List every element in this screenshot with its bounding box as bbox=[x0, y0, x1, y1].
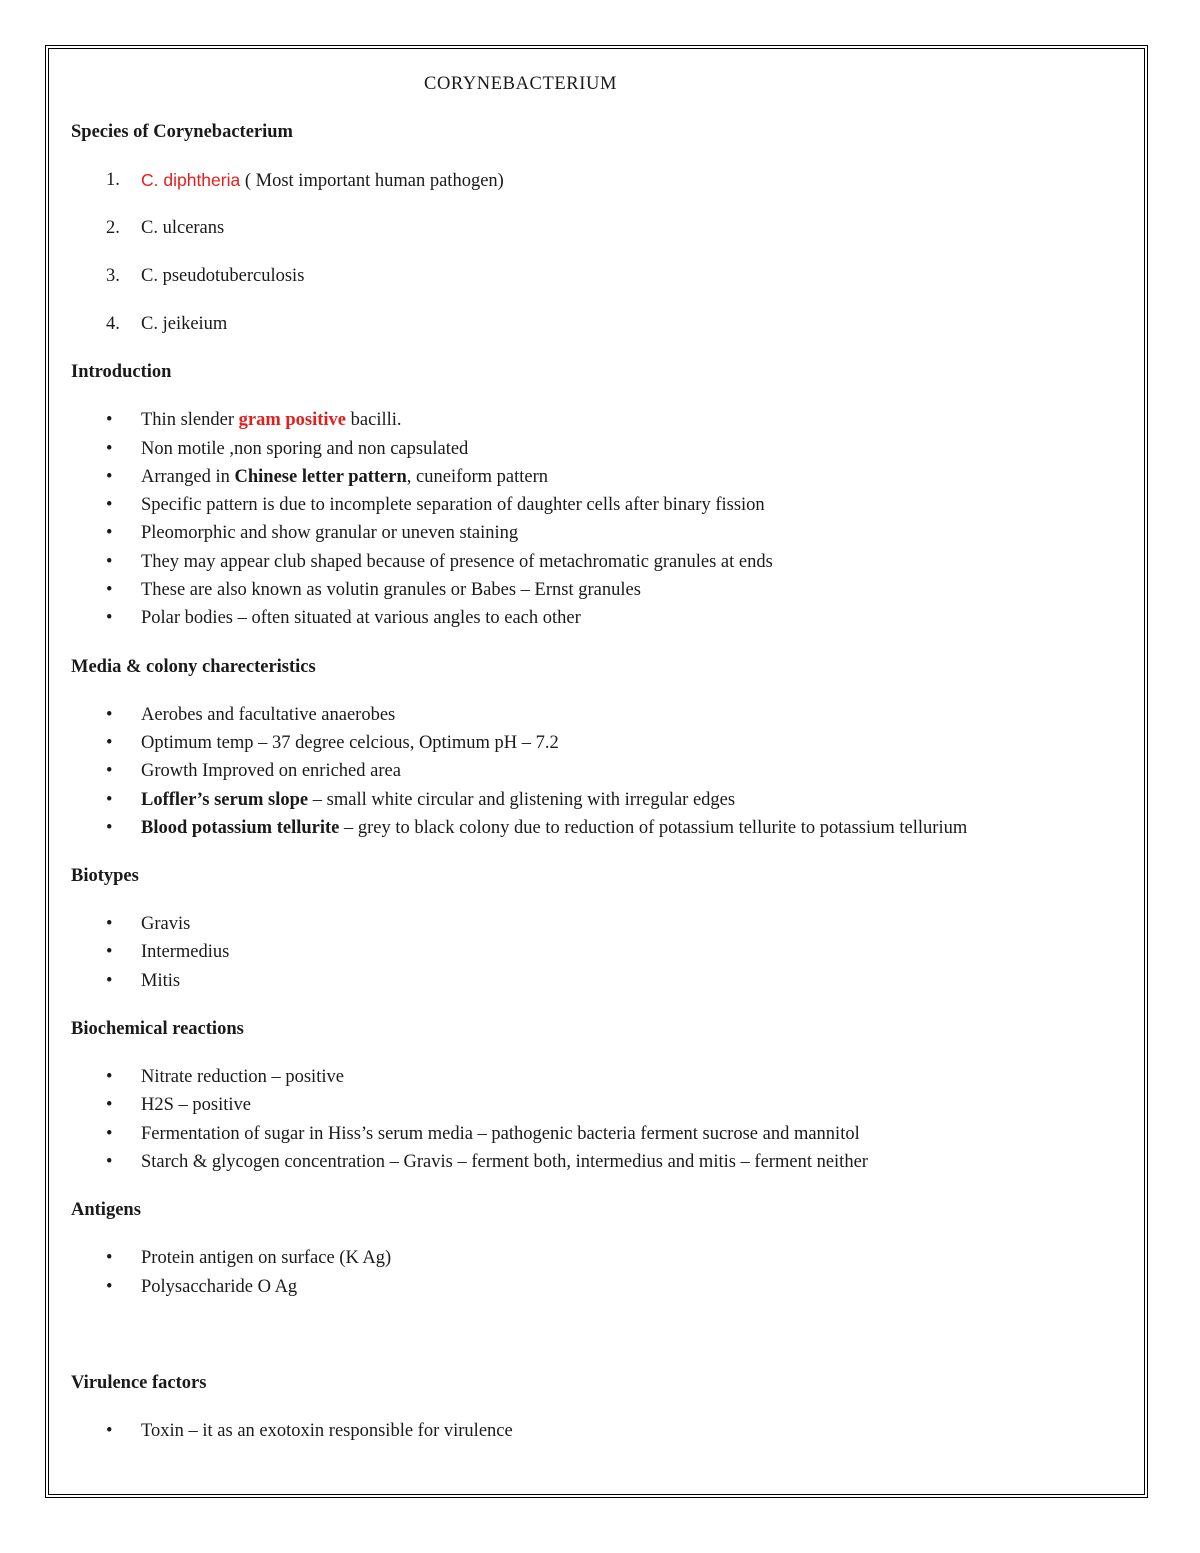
bullet-icon: • bbox=[106, 1276, 113, 1297]
bullet-icon: • bbox=[106, 1248, 113, 1269]
bullet-icon: • bbox=[106, 466, 113, 487]
bullet-icon: • bbox=[106, 438, 113, 459]
bullet-icon: • bbox=[106, 551, 113, 572]
list-item: • Starch & glycogen concentration – Gravis – ferment both, intermedius and mitis – ferment neither bbox=[71, 1148, 1131, 1176]
document-body bbox=[71, 70, 1131, 1465]
bullet-icon: • bbox=[106, 580, 113, 601]
list-item: • Thin slender gram positive bacilli. bbox=[71, 406, 1131, 434]
list-item: • Loffler’s serum slope – small white circular and glistening with irregular edges bbox=[71, 786, 1131, 814]
species-list bbox=[71, 166, 1131, 338]
bullet-icon: • bbox=[106, 704, 113, 725]
bullet-icon: • bbox=[106, 817, 113, 838]
virulence-heading: Virulence factors bbox=[71, 1372, 207, 1393]
species-item: 4. C. jeikeium bbox=[106, 314, 228, 335]
biochemical-list bbox=[71, 1063, 1131, 1176]
species-heading: Species of Corynebacterium bbox=[71, 122, 293, 143]
list-item: • These are also known as volutin granules or Babes – Ernst granules bbox=[71, 576, 1131, 604]
species-item: 2. C. ulcerans bbox=[106, 218, 225, 239]
document-title: CORYNEBACTERIUM bbox=[424, 74, 617, 94]
list-item: • Intermedius bbox=[71, 938, 1131, 966]
biotypes-list bbox=[71, 910, 1131, 995]
virulence-list bbox=[71, 1417, 1131, 1445]
bullet-icon: • bbox=[106, 761, 113, 782]
bullet-icon: • bbox=[106, 1067, 113, 1088]
species-item: 1. C. diphtheria ( Most important human pathogen) bbox=[106, 170, 504, 192]
bullet-icon: • bbox=[106, 789, 113, 810]
bullet-icon: • bbox=[106, 608, 113, 629]
list-item: • Polar bodies – often situated at various angles to each other bbox=[71, 604, 1131, 632]
list-item: • Non motile ,non sporing and non capsulated bbox=[71, 435, 1131, 463]
list-item: • Nitrate reduction – positive bbox=[71, 1063, 1131, 1091]
species-item: 3. C. pseudotuberculosis bbox=[106, 266, 305, 287]
list-item: • Arranged in Chinese letter pattern, cuneiform pattern bbox=[71, 463, 1131, 491]
species-name-highlight: C. diphtheria bbox=[141, 170, 241, 191]
list-item: • Pleomorphic and show granular or uneven staining bbox=[71, 519, 1131, 547]
bullet-icon: • bbox=[106, 732, 113, 753]
list-item: • Specific pattern is due to incomplete separation of daughter cells after binary fission bbox=[71, 491, 1131, 519]
list-item: • Toxin – it as an exotoxin responsible for virulence bbox=[71, 1417, 1131, 1445]
list-item: • H2S – positive bbox=[71, 1091, 1131, 1119]
introduction-list bbox=[71, 406, 1131, 632]
blank-space bbox=[71, 1321, 1131, 1369]
bullet-icon: • bbox=[106, 914, 113, 935]
bullet-icon: • bbox=[106, 523, 113, 544]
bullet-icon: • bbox=[106, 410, 113, 431]
list-item: • Aerobes and facultative anaerobes bbox=[71, 701, 1131, 729]
bullet-icon: • bbox=[106, 1420, 113, 1441]
introduction-heading: Introduction bbox=[71, 362, 172, 383]
bullet-icon: • bbox=[106, 1151, 113, 1172]
list-item: • Mitis bbox=[71, 967, 1131, 995]
media-list bbox=[71, 701, 1131, 842]
list-item: • Blood potassium tellurite – grey to black colony due to reduction of potassium tellurite to potassium tellurium bbox=[71, 814, 1131, 842]
bullet-icon: • bbox=[106, 942, 113, 963]
antigens-heading: Antigens bbox=[71, 1200, 141, 1221]
bullet-icon: • bbox=[106, 1123, 113, 1144]
bullet-icon: • bbox=[106, 1095, 113, 1116]
list-item: • Optimum temp – 37 degree celcious, Optimum pH – 7.2 bbox=[71, 729, 1131, 757]
list-item: • Protein antigen on surface (K Ag) bbox=[71, 1244, 1131, 1272]
list-item: • Polysaccharide O Ag bbox=[71, 1273, 1131, 1301]
biotypes-heading: Biotypes bbox=[71, 866, 139, 887]
list-item: • They may appear club shaped because of presence of metachromatic granules at ends bbox=[71, 548, 1131, 576]
list-item: • Fermentation of sugar in Hiss’s serum media – pathogenic bacteria ferment sucrose and mannitol bbox=[71, 1120, 1131, 1148]
antigens-list bbox=[71, 1244, 1131, 1301]
list-item: • Growth Improved on enriched area bbox=[71, 757, 1131, 785]
media-heading: Media & colony charecteristics bbox=[71, 656, 316, 677]
bullet-icon: • bbox=[106, 495, 113, 516]
list-item: • Gravis bbox=[71, 910, 1131, 938]
biochemical-heading: Biochemical reactions bbox=[71, 1019, 244, 1040]
bullet-icon: • bbox=[106, 970, 113, 991]
